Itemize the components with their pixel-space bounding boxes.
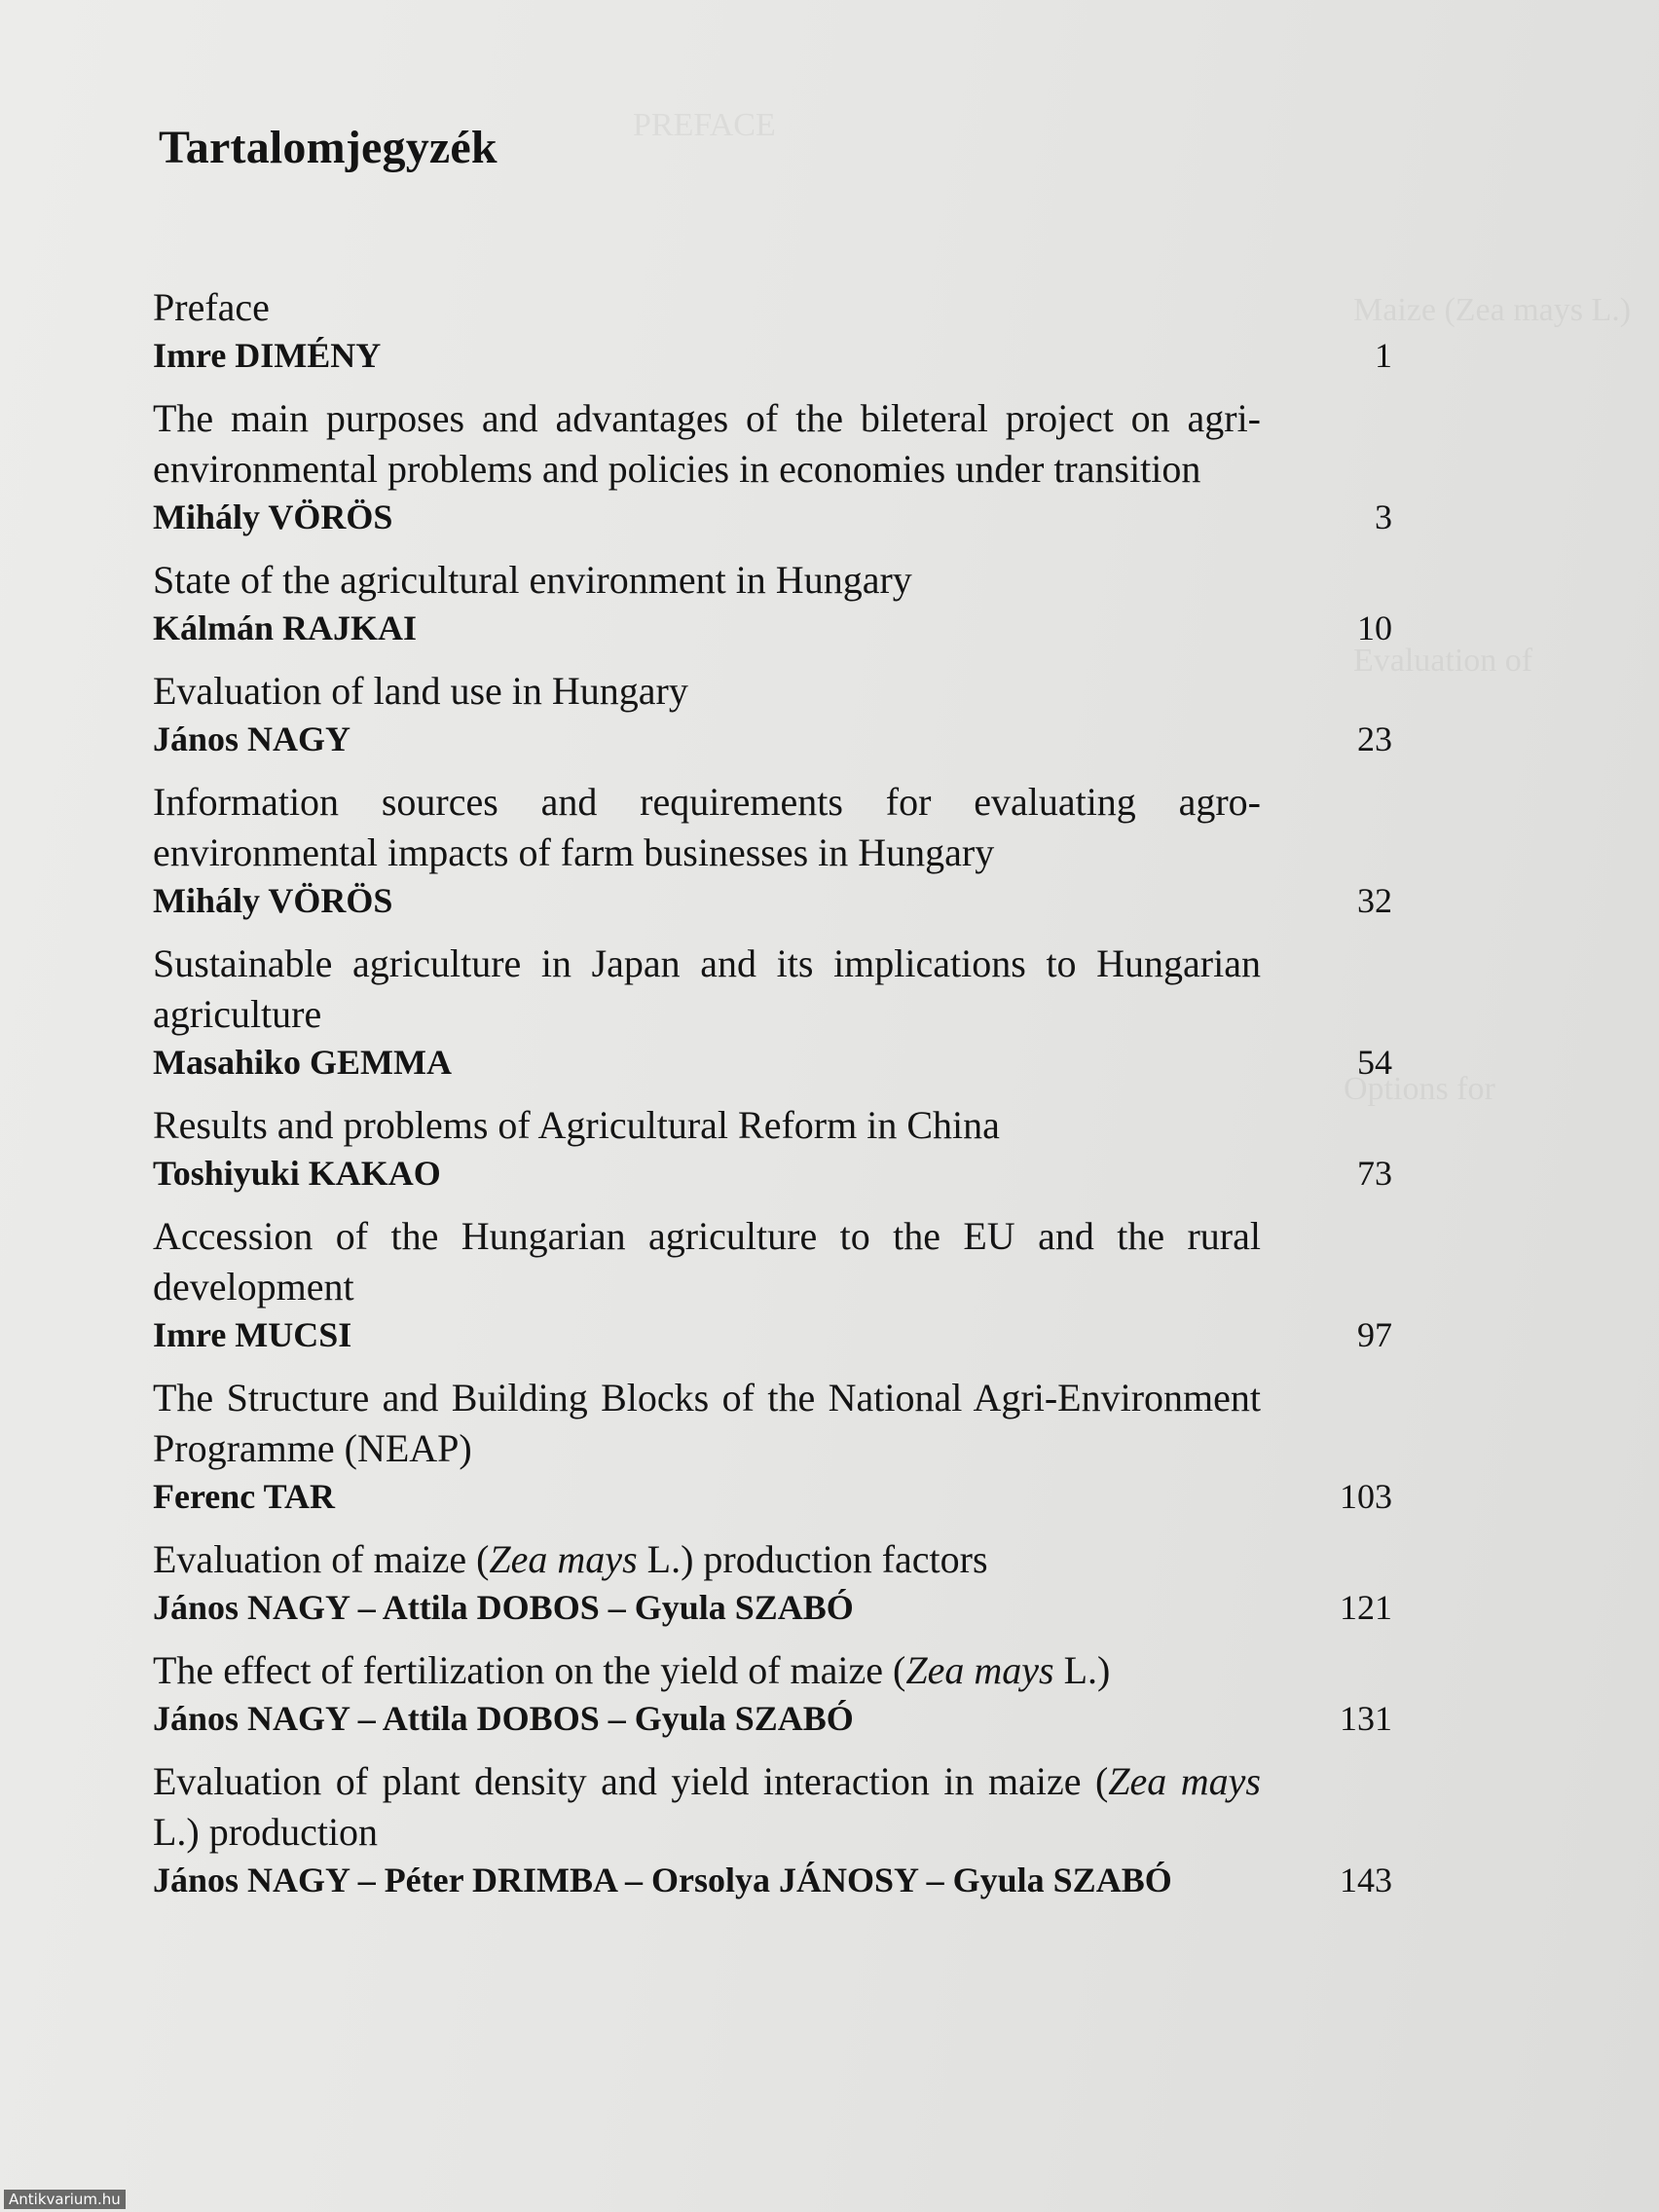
toc-entry (153, 666, 1419, 761)
entry-title-part: The effect of fertilization on the yield of maize ( (153, 1648, 906, 1692)
entry-title-part: L.) (1053, 1648, 1111, 1692)
toc-entry (153, 939, 1419, 1085)
entry-title-italic-part: Zea mays (905, 1648, 1054, 1692)
entry-title-part: State of the agricultural environment in Hungary (153, 558, 912, 602)
entry-title-part: Sustainable agriculture in Japan and its implications to Hungarian agriculture (153, 941, 1261, 1036)
entry-title (153, 939, 1261, 1040)
entry-title (153, 1534, 1261, 1585)
entry-title-part: Results and problems of Agricultural Reform in China (153, 1103, 1000, 1147)
entry-title-italic-part: Zea mays (489, 1537, 638, 1581)
entry-page-number: 1 (1375, 336, 1392, 375)
entry-page-number: 54 (1357, 1043, 1392, 1082)
entry-title-part: Evaluation of maize ( (153, 1537, 490, 1581)
entry-title (153, 1756, 1261, 1858)
entry-page-number: 103 (1340, 1477, 1392, 1516)
entry-page-number: 97 (1357, 1315, 1392, 1354)
entry-page-number: 131 (1340, 1699, 1392, 1738)
entry-title-part: Accession of the Hungarian agriculture to the EU and the rural development (153, 1214, 1261, 1309)
entry-title (153, 393, 1261, 495)
show-through-text: Evaluation of (1353, 643, 1533, 679)
toc-entry (153, 1645, 1419, 1741)
entry-page-number: 3 (1375, 498, 1392, 536)
entry-title-part: Evaluation of plant density and yield interaction in maize ( (153, 1759, 1109, 1803)
entry-title-part: L.) production factors (637, 1537, 988, 1581)
entry-authors: Ferenc TAR (153, 1477, 335, 1516)
entry-title-part: Preface (153, 285, 270, 329)
entry-authors: Mihály VÖRÖS (153, 498, 393, 536)
entry-authors: Masahiko GEMMA (153, 1043, 453, 1082)
entry-title-part: The Structure and Building Blocks of the National Agri-Environment Programme (NEAP) (153, 1376, 1261, 1470)
entry-title-part: Evaluation of land use in Hungary (153, 669, 688, 713)
entry-title (153, 1100, 1261, 1151)
toc-entry (153, 777, 1419, 923)
entry-title-part: The main purposes and advantages of the bileteral project on agri-environmental problems and policies in economies under transition (153, 396, 1261, 491)
entry-title (153, 555, 1261, 606)
entry-authors: János NAGY – Attila DOBOS – Gyula SZABÓ (153, 1699, 854, 1738)
entry-title-part: L.) production (153, 1810, 379, 1854)
entry-title (153, 1373, 1261, 1474)
entry-authors: Mihály VÖRÖS (153, 881, 393, 920)
show-through-text: PREFACE (633, 107, 776, 143)
toc-entry (153, 555, 1419, 650)
entry-authors: Toshiyuki KAKAO (153, 1154, 441, 1193)
toc-entry (153, 1100, 1419, 1196)
show-through-text: Maize (Zea mays L.) (1353, 292, 1632, 328)
entry-page-number: 121 (1340, 1588, 1392, 1627)
table-of-contents (153, 282, 1419, 1918)
entry-title-part: Information sources and requirements for evaluating agro-environmental impacts of farm businesses in Hungary (153, 780, 1261, 874)
page-title: Tartalomjegyzék (159, 122, 498, 174)
toc-entry (153, 393, 1419, 539)
entry-title (153, 666, 1261, 717)
entry-authors: Imre MUCSI (153, 1315, 352, 1354)
entry-authors: Kálmán RAJKAI (153, 608, 418, 647)
entry-authors: Imre DIMÉNY (153, 336, 382, 375)
show-through-text: Options for (1344, 1071, 1495, 1107)
entry-page-number: 23 (1357, 719, 1392, 758)
entry-title (153, 777, 1261, 878)
toc-entry (153, 1756, 1419, 1902)
toc-entry (153, 1211, 1419, 1357)
entry-page-number: 32 (1357, 881, 1392, 920)
entry-authors: János NAGY (153, 719, 351, 758)
entry-authors: János NAGY – Péter DRIMBA – Orsolya JÁNOSY – Gyula SZABÓ (153, 1861, 1172, 1899)
entry-title (153, 1645, 1261, 1696)
toc-entry (153, 1373, 1419, 1519)
entry-page-number: 73 (1357, 1154, 1392, 1193)
entry-title (153, 1211, 1261, 1312)
entry-authors: János NAGY – Attila DOBOS – Gyula SZABÓ (153, 1588, 854, 1627)
toc-entry (153, 282, 1419, 378)
toc-entry (153, 1534, 1419, 1630)
entry-title (153, 282, 1261, 333)
entry-title-italic-part: Zea mays (1108, 1759, 1261, 1803)
entry-page-number: 10 (1357, 608, 1392, 647)
entry-page-number: 143 (1340, 1861, 1392, 1899)
watermark-logo: Antikvarium.hu (4, 2190, 126, 2209)
